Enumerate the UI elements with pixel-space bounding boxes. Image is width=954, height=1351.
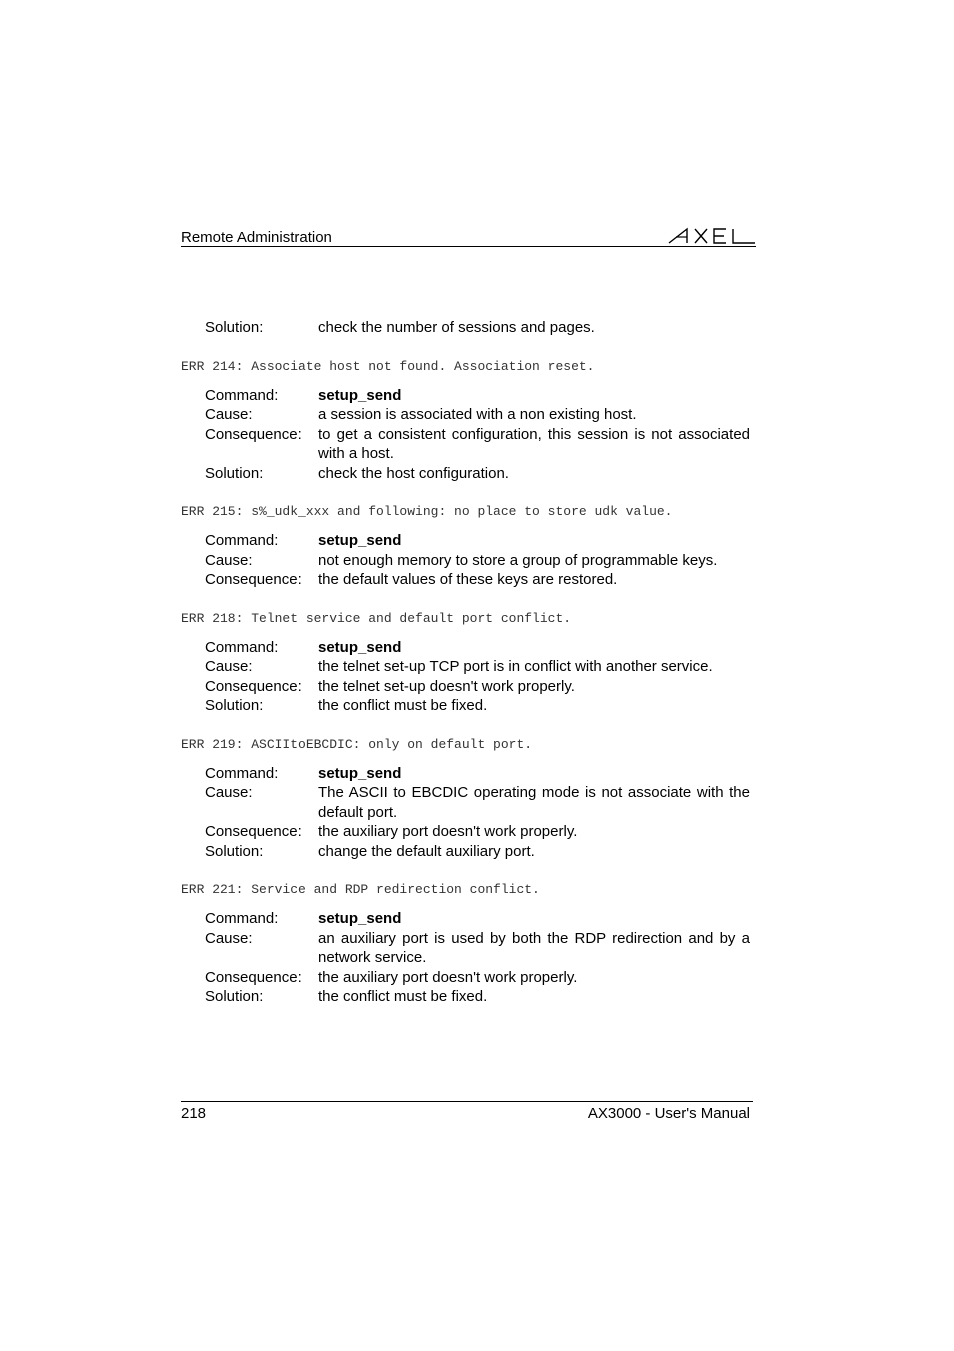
detail-row bbox=[181, 638, 753, 658]
row-label: Cause: bbox=[205, 551, 253, 569]
intro-row bbox=[181, 318, 753, 338]
error-code: ERR 221: Service and RDP redirection conflict. bbox=[181, 882, 540, 897]
command-name: setup_send bbox=[318, 386, 402, 404]
row-label: Solution: bbox=[205, 842, 264, 860]
row-value: the auxiliary port doesn't work properly. bbox=[318, 823, 578, 840]
row-label: Solution: bbox=[205, 319, 264, 336]
axel-logo bbox=[668, 226, 756, 245]
row-label: Solution: bbox=[205, 988, 264, 1005]
detail-row bbox=[181, 842, 753, 862]
row-label: Consequence: bbox=[205, 425, 302, 443]
detail-row bbox=[181, 677, 753, 697]
row-value: an auxiliary port is used by both the RDP redirection and by a network service. bbox=[318, 929, 750, 966]
page-content bbox=[181, 318, 753, 1007]
row-label: Cause: bbox=[205, 406, 253, 423]
command-name: setup_send bbox=[318, 638, 402, 656]
row-label: Solution: bbox=[205, 697, 264, 714]
error-list bbox=[181, 359, 753, 1007]
row-label: Solution: bbox=[205, 464, 264, 482]
row-value: the telnet set-up doesn't work properly. bbox=[318, 677, 575, 695]
row-label: Consequence: bbox=[205, 571, 302, 588]
row-value: a session is associated with a non existing host. bbox=[318, 406, 637, 423]
error-code: ERR 218: Telnet service and default port conflict. bbox=[181, 610, 572, 626]
row-label: Consequence: bbox=[205, 823, 302, 840]
detail-row bbox=[181, 929, 753, 968]
command-name: setup_send bbox=[318, 910, 402, 927]
row-value: the conflict must be fixed. bbox=[318, 988, 488, 1005]
error-code: ERR 215: s%_udk_xxx and following: no place to store udk value. bbox=[181, 504, 673, 519]
detail-row bbox=[181, 909, 753, 929]
row-value: the default values of these keys are restored. bbox=[318, 571, 618, 588]
row-value: check the number of sessions and pages. bbox=[318, 319, 595, 336]
row-value: the auxiliary port doesn't work properly. bbox=[318, 968, 578, 986]
command-name: setup_send bbox=[318, 532, 402, 549]
row-label: Consequence: bbox=[205, 968, 302, 986]
detail-row bbox=[181, 968, 753, 988]
row-value: the telnet set-up TCP port is in conflict with another service. bbox=[318, 658, 713, 675]
detail-row bbox=[181, 464, 753, 484]
detail-row bbox=[181, 386, 753, 406]
row-value: check the host configuration. bbox=[318, 464, 509, 482]
section-title: Remote Administration bbox=[181, 229, 332, 246]
page-header bbox=[181, 224, 756, 247]
detail-row bbox=[181, 657, 753, 677]
error-details bbox=[181, 909, 753, 1007]
command-name: setup_send bbox=[318, 764, 402, 782]
row-label: Consequence: bbox=[205, 677, 302, 695]
page-footer bbox=[181, 1101, 753, 1126]
error-code: ERR 214: Associate host not found. Association reset. bbox=[181, 358, 595, 374]
error-details bbox=[181, 638, 753, 716]
detail-row bbox=[181, 405, 753, 425]
detail-row bbox=[181, 531, 753, 551]
detail-row bbox=[181, 570, 753, 590]
detail-row bbox=[181, 696, 753, 716]
detail-row bbox=[181, 783, 753, 822]
row-label: Command: bbox=[205, 910, 279, 927]
row-label: Cause: bbox=[205, 929, 253, 947]
error-code: ERR 219: ASCIItoEBCDIC: only on default port. bbox=[181, 736, 533, 752]
row-value: to get a consistent configuration, this session is not associated with a host. bbox=[318, 425, 750, 462]
page-number: 218 bbox=[181, 1105, 207, 1122]
detail-row bbox=[181, 987, 753, 1007]
row-label: Cause: bbox=[205, 658, 253, 675]
error-details bbox=[181, 764, 753, 862]
row-value: change the default auxiliary port. bbox=[318, 842, 535, 860]
detail-row bbox=[181, 822, 753, 842]
row-value: not enough memory to store a group of programmable keys. bbox=[318, 551, 718, 569]
detail-row bbox=[181, 764, 753, 784]
manual-title: AX3000 - User's Manual bbox=[587, 1105, 750, 1122]
row-label: Command: bbox=[205, 386, 279, 404]
error-details bbox=[181, 531, 753, 590]
row-value: the conflict must be fixed. bbox=[318, 697, 488, 714]
error-details bbox=[181, 386, 753, 484]
row-value: The ASCII to EBCDIC operating mode is not associate with the default port. bbox=[318, 784, 750, 821]
detail-row bbox=[181, 551, 753, 571]
row-label: Command: bbox=[205, 532, 279, 549]
row-label: Cause: bbox=[205, 784, 253, 801]
row-label: Command: bbox=[205, 764, 279, 782]
row-label: Command: bbox=[205, 638, 279, 656]
detail-row bbox=[181, 425, 753, 464]
